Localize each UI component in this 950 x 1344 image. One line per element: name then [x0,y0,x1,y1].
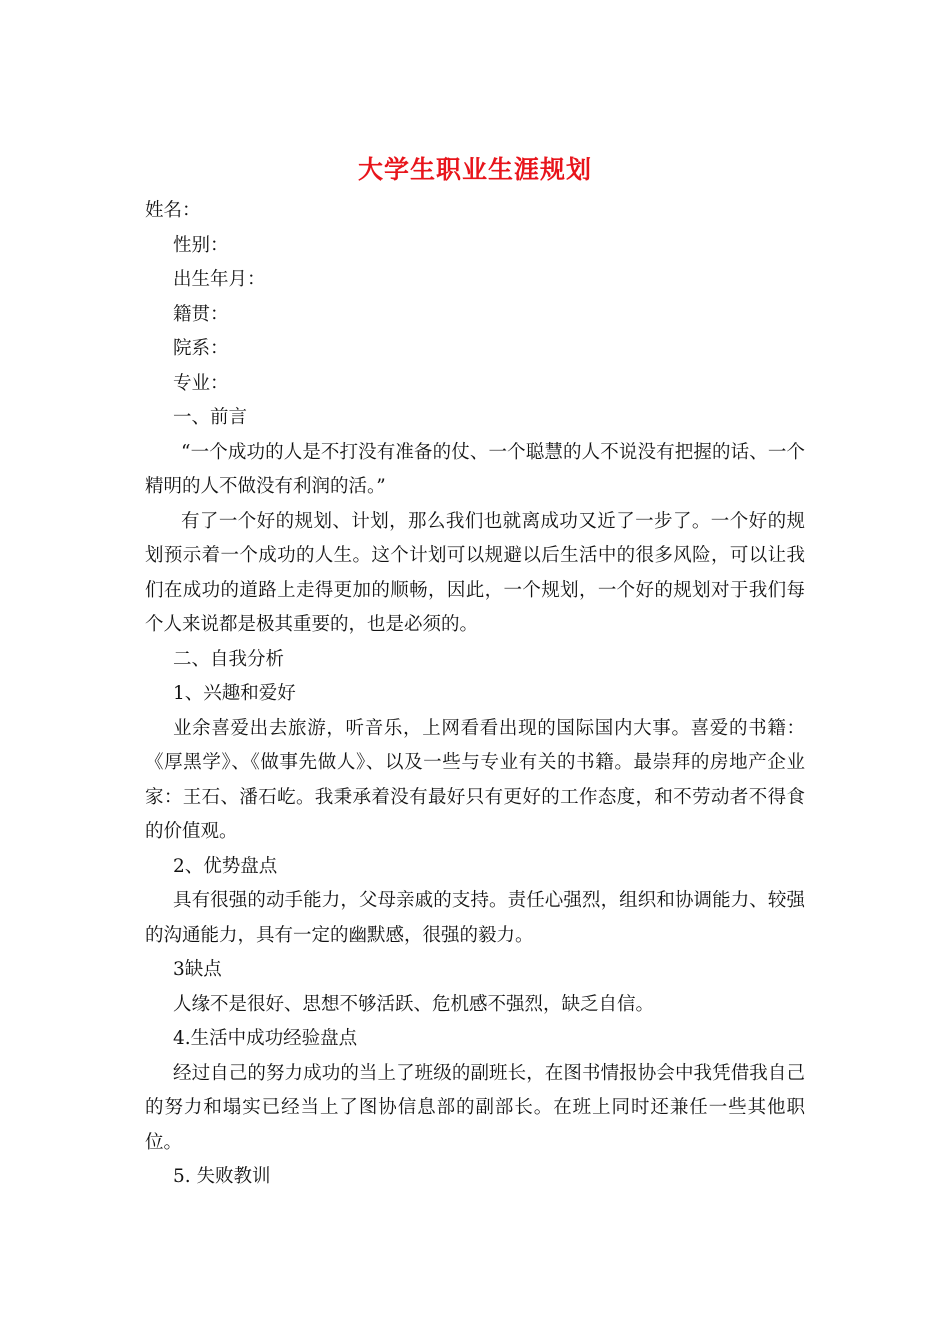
field-major: 专业： [173,372,229,394]
field-department: 院系： [173,338,229,359]
field-native-place: 籍贯： [173,303,229,325]
heading-experience: 4.生活中成功经验盘点 [173,1028,358,1049]
heading-preface: 一、前言 [173,407,248,428]
heading-self-analysis: 二、自我分析 [173,648,285,670]
heading-strengths: 2、优势盘点 [173,855,278,877]
strengths-paragraph: 具有很强的动手能力，父母亲戚的支持。责任心强烈，组织和协调能力、较强的沟通能力，具有一定的幽默感，很强的毅力。 [145,890,805,946]
preface-quote: “一个成功的人是不打没有准备的仗、一个聪慧的人不说没有把握的话、一个精明的人不做没有利润的活。” [145,441,805,497]
field-gender: 性别： [173,234,229,256]
field-birth: 出生年月： [173,269,266,290]
document-title: 大学生职业生涯规划 [357,155,592,184]
heading-interests: 1、兴趣和爱好 [173,683,296,704]
weakness-paragraph: 人缘不是很好、思想不够活跃、危机感不强烈，缺乏自信。 [173,993,655,1015]
interests-paragraph: 业余喜爱出去旅游，听音乐，上网看看出现的国际国内大事。喜爱的书籍：《厚黑学》、《做事先做人》、以及一些与专业有关的书籍。最崇拜的房地产企业家：王石、潘石屹。我秉承着没有最好只有更好的工作态度，和不劳动者不得食的价值观。 [145,717,805,842]
heading-failure: 5. 失败教训 [173,1166,271,1187]
document-body [145,194,805,1195]
field-name: 姓名： [145,200,201,221]
heading-weakness: 3缺点 [173,959,222,980]
experience-paragraph: 经过自己的努力成功的当上了班级的副班长，在图书情报协会中我凭借我自己的努力和塌实已经当上了图协信息部的副部长。在班上同时还兼任一些其他职位。 [145,1062,805,1153]
preface-paragraph: 有了一个好的规划、计划，那么我们也就离成功又近了一步了。一个好的规划预示着一个成功的人生。这个计划可以规避以后生活中的很多风险，可以让我们在成功的道路上走得更加的顺畅，因此，一个规划，一个好的规划对于我们每个人来说都是极其重要的，也是必须的。 [145,510,805,635]
